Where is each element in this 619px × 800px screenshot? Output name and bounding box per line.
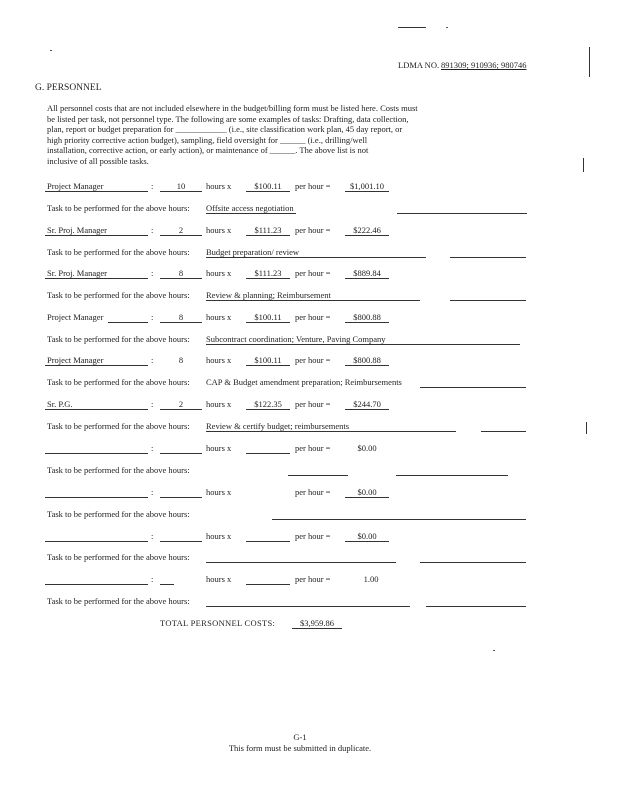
- task-underline: [206, 344, 520, 345]
- title-underline: [45, 191, 148, 192]
- ldma-label: LDMA NO.: [398, 60, 440, 70]
- title-underline: [45, 365, 148, 366]
- task-underline-right: [396, 475, 508, 476]
- rate-underline: [246, 541, 290, 542]
- per-hour-label: per hour =: [295, 487, 331, 497]
- task-underline-right: [420, 387, 526, 388]
- hours-underline: [160, 235, 202, 236]
- task-underline: [206, 257, 426, 258]
- hours-value: 10: [176, 181, 186, 191]
- per-hour-label: per hour =: [295, 268, 331, 278]
- title-underline: [45, 453, 148, 454]
- total-value: $0.00: [357, 487, 377, 497]
- personnel-title: Sr. P.G.: [47, 399, 73, 409]
- task-prompt: Task to be performed for the above hours:: [47, 377, 190, 387]
- task-underline: [206, 213, 296, 214]
- rate-value: $111.23: [254, 268, 282, 278]
- hours-x-label: hours x: [206, 225, 232, 235]
- total-value: $800.88: [353, 312, 381, 322]
- task-description: Subcontract coordination; Venture, Paving Company: [206, 334, 386, 344]
- total-underline: [345, 278, 389, 279]
- hours-value: 8: [178, 312, 184, 322]
- speck: [446, 27, 448, 28]
- speck: [493, 650, 495, 651]
- total-value: 1.00: [363, 574, 379, 584]
- personnel-title: Sr. Proj. Manager: [47, 268, 107, 278]
- total-underline: [345, 541, 389, 542]
- hours-x-label: hours x: [206, 355, 232, 365]
- title-underline: [45, 235, 148, 236]
- task-underline-right: [397, 213, 527, 214]
- personnel-title: Project Manager: [47, 181, 104, 191]
- task-underline-right: [450, 257, 526, 258]
- hours-value: 8: [178, 268, 184, 278]
- intro-line: plan, report or budget preparation for ____________ (i.e., site classification work plan, 45 day report, or: [47, 124, 403, 134]
- intro-line: high priority corrective action budget), sampling, field oversight for ______ (i.e., drilling/well: [47, 134, 368, 145]
- task-description: Review & planning; Reimbursement: [206, 290, 331, 300]
- task-prompt: Task to be performed for the above hours:: [47, 203, 190, 213]
- hours-x-label: hours x: [206, 268, 232, 278]
- rate-underline: [246, 584, 290, 585]
- hours-x-label: hours x: [206, 399, 232, 409]
- intro-line: inclusive of all possible tasks.: [47, 155, 149, 166]
- rate-value: $100.11: [254, 355, 282, 365]
- task-underline: [206, 606, 410, 607]
- task-underline: [206, 431, 456, 432]
- task-underline: [206, 562, 396, 563]
- intro-line: be listed per task, not personnel type. The following are some examples of tasks: Drafting, data collection,: [47, 113, 409, 124]
- task-underline: [206, 300, 420, 301]
- rate-value: $100.11: [254, 181, 282, 191]
- task-underline-right: [420, 562, 526, 563]
- per-hour-label: per hour =: [295, 399, 331, 409]
- task-prompt: Task to be performed for the above hours:: [47, 552, 190, 562]
- rate-underline: [246, 278, 290, 279]
- rate-value: $100.11: [254, 312, 282, 322]
- page-number: G-1: [293, 732, 307, 742]
- task-underline: [272, 519, 526, 520]
- rate-underline: [246, 365, 290, 366]
- per-hour-label: per hour =: [295, 181, 331, 191]
- rate-underline: [246, 409, 290, 410]
- hours-underline: [160, 541, 202, 542]
- task-description: Budget preparation/ review: [206, 247, 299, 257]
- hours-x-label: hours x: [206, 181, 232, 191]
- total-underline: [345, 497, 389, 498]
- personnel-title: Sr. Proj. Manager: [47, 225, 107, 235]
- hours-value: 2: [178, 225, 184, 235]
- margin-line-right-2: [583, 158, 584, 172]
- task-description: Review & certify budget; reimbursements: [206, 421, 350, 431]
- title-underline: [45, 541, 148, 542]
- intro-line: All personnel costs that are not included elsewhere in the budget/billing form must be listed here. Costs must: [47, 103, 418, 113]
- task-prompt: Task to be performed for the above hours:: [47, 509, 190, 519]
- hours-underline: [160, 584, 174, 585]
- hours-underline: [160, 497, 202, 498]
- total-value: $0.00: [357, 443, 377, 453]
- total-underline: [345, 409, 389, 410]
- task-underline: [288, 475, 348, 476]
- task-prompt: Task to be performed for the above hours:: [47, 465, 190, 475]
- per-hour-label: per hour =: [295, 443, 331, 453]
- rate-underline: [246, 453, 290, 454]
- title-underline: [45, 584, 148, 585]
- task-description: Offsite access negotiation: [206, 203, 294, 213]
- title-underline: [108, 322, 148, 323]
- hours-underline: [160, 322, 202, 323]
- task-underline-right: [450, 300, 526, 301]
- total-value: $0.00: [357, 531, 377, 541]
- task-prompt: Task to be performed for the above hours:: [47, 334, 190, 344]
- total-underline: [345, 235, 389, 236]
- intro-paragraph: [47, 103, 437, 166]
- rate-underline: [246, 191, 290, 192]
- personnel-title: Project Manager: [47, 355, 104, 365]
- task-description: CAP & Budget amendment preparation; Reimbursements: [206, 377, 402, 387]
- hours-underline: [160, 409, 202, 410]
- margin-line-right: [589, 47, 590, 77]
- top-mark: [398, 27, 426, 28]
- total-value: $800.88: [353, 355, 381, 365]
- hours-x-label: hours x: [206, 574, 232, 584]
- section-title: G. PERSONNEL: [35, 83, 102, 93]
- total-underline: [345, 322, 389, 323]
- rate-underline: [246, 322, 290, 323]
- personnel-title: Project Manager: [47, 312, 104, 322]
- per-hour-label: per hour =: [295, 531, 331, 541]
- hours-value: 8: [178, 355, 184, 365]
- hours-underline: [160, 278, 202, 279]
- hours-x-label: hours x: [206, 443, 232, 453]
- total-personnel-value: $3,959.86: [300, 618, 334, 628]
- per-hour-label: per hour =: [295, 574, 331, 584]
- hours-underline: [160, 191, 202, 192]
- total-personnel-label: TOTAL PERSONNEL COSTS:: [160, 618, 276, 628]
- task-prompt: Task to be performed for the above hours:: [47, 596, 190, 606]
- total-personnel-underline: [292, 628, 342, 629]
- footer-note: This form must be submitted in duplicate.: [228, 743, 372, 753]
- hours-x-label: hours x: [206, 531, 232, 541]
- total-value: $889.84: [353, 268, 381, 278]
- hours-x-label: hours x: [206, 312, 232, 322]
- total-value: $244.70: [353, 399, 381, 409]
- margin-line-right-3: [586, 422, 587, 434]
- task-underline-right: [481, 431, 526, 432]
- ldma-numbers: 891309; 910936; 980746: [441, 60, 527, 70]
- total-value: $1,001.10: [350, 181, 384, 191]
- intro-line: installation, corrective action, or early action), or maintenance of ______. The above list is not: [47, 145, 369, 155]
- per-hour-label: per hour =: [295, 312, 331, 322]
- hours-underline: [160, 453, 202, 454]
- title-underline: [45, 497, 148, 498]
- total-underline: [345, 365, 389, 366]
- speck: [50, 50, 52, 51]
- rate-underline: [246, 235, 290, 236]
- hours-value: 2: [178, 399, 184, 409]
- total-value: $222.46: [353, 225, 381, 235]
- per-hour-label: per hour =: [295, 355, 331, 365]
- hours-x-label: hours x: [206, 487, 232, 497]
- total-underline: [345, 191, 389, 192]
- rate-value: $122.35: [254, 399, 282, 409]
- task-underline-right: [426, 606, 526, 607]
- title-underline: [45, 278, 148, 279]
- title-underline: [45, 409, 148, 410]
- task-prompt: Task to be performed for the above hours:: [47, 421, 190, 431]
- per-hour-label: per hour =: [295, 225, 331, 235]
- task-prompt: Task to be performed for the above hours:: [47, 247, 190, 257]
- rate-value: $111.23: [254, 225, 282, 235]
- task-prompt: Task to be performed for the above hours:: [47, 290, 190, 300]
